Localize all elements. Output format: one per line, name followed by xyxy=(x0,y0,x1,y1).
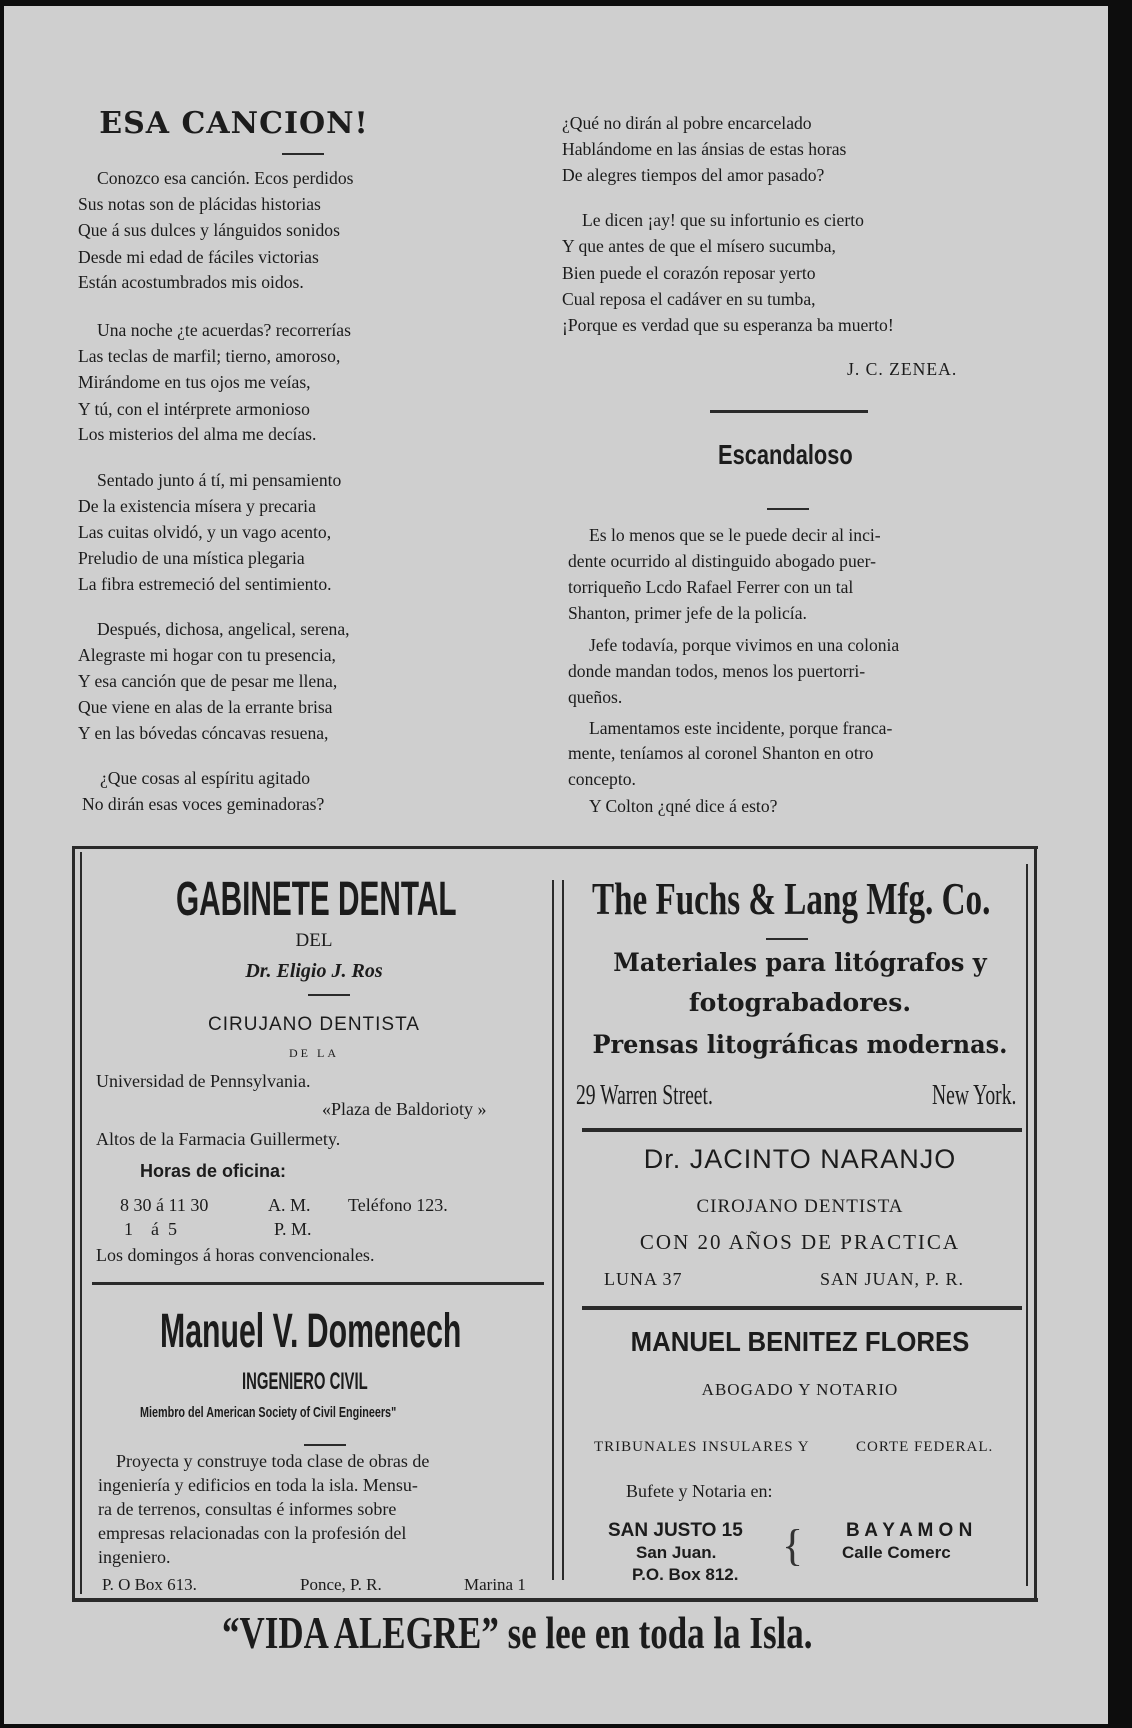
news-title: Escandaloso xyxy=(718,439,853,470)
benitez-ad-bayamon: B A Y A M O N xyxy=(846,1520,973,1541)
left-ads-divider xyxy=(92,1282,544,1285)
ads-left-border xyxy=(72,846,75,1600)
poem-line: ¿Que cosas al espíritu agitado xyxy=(100,768,311,788)
benitez-ad-bayamon-street: Calle Comerc xyxy=(842,1543,951,1562)
fuchs-ad-rule xyxy=(766,938,808,940)
ads-center-right-border xyxy=(562,880,564,1580)
fuchs-ad-address: 29 Warren Street. xyxy=(576,1080,713,1111)
dental-ad-university: Universidad de Pennsylvania. xyxy=(96,1071,311,1091)
naranjo-ad-city: SAN JUAN, P. R. xyxy=(820,1269,965,1289)
dental-ad-hours-am: A. M. xyxy=(268,1195,311,1215)
right-ads-divider-2 xyxy=(582,1306,1022,1310)
fuchs-ad-name: The Fuchs & Lang Mfg. Co. xyxy=(592,873,991,924)
naranjo-ad-name: Dr. JACINTO NARANJO xyxy=(643,1144,957,1174)
news-line: Lamentamos este incidente, porque franca- xyxy=(589,718,893,738)
ads-center-left-border xyxy=(552,880,554,1580)
fuchs-ad-line2: fotograbadores. xyxy=(688,988,912,1017)
dental-ad-rule xyxy=(308,994,350,996)
ads-top-border xyxy=(72,846,1038,849)
domenech-ad-box: P. O Box 613. xyxy=(102,1575,197,1594)
dental-ad-role: CIRUJANO DENTISTA xyxy=(208,1014,420,1035)
dental-ad-title: GABINETE DENTAL xyxy=(176,873,457,926)
poem-line: Que á sus dulces y lánguidos sonidos xyxy=(78,220,340,240)
domenech-ad-city: Ponce, P. R. xyxy=(300,1575,382,1594)
poem-line: Y que antes de que el mísero sucumba, xyxy=(562,236,836,256)
domenech-ad-body-line: ingeniería y edificios en toda la isla. Mensu- xyxy=(98,1475,418,1495)
poem-line: Los misterios del alma me decías. xyxy=(78,424,317,444)
poem-line: Le dicen ¡ay! que su infortunio es cierto xyxy=(582,210,864,230)
dental-ad-altos: Altos de la Farmacia Guillermety. xyxy=(96,1129,341,1149)
ads-bottom-border xyxy=(72,1598,1038,1602)
poem-title-rule xyxy=(282,153,324,155)
dental-ad-doctor-name: Dr. Eligio J. Ros xyxy=(245,960,383,982)
fuchs-ad-line3: Prensas litográficas modernas. xyxy=(592,1030,1008,1059)
poem-line: Preludio de una mística plegaria xyxy=(78,548,305,568)
dental-ad-del: DEL xyxy=(295,930,333,951)
dental-ad-plaza: «Plaza de Baldorioty » xyxy=(322,1099,487,1119)
footer-slogan: “VIDA ALEGRE” se lee en toda la Isla. xyxy=(222,1607,813,1658)
fuchs-ad-line1: Materiales para litógrafos y xyxy=(613,948,987,977)
poem-line: Y tú, con el intérprete armonioso xyxy=(78,399,310,419)
news-line: Jefe todavía, porque vivimos en una colonia xyxy=(589,635,900,655)
domenech-ad-body-line: Proyecta y construye toda clase de obras de xyxy=(116,1451,430,1471)
bracket-icon: { xyxy=(782,1521,804,1570)
poem-line: Alegraste mi hogar con tu presencia, xyxy=(78,645,336,665)
ads-right-border xyxy=(1034,846,1037,1600)
domenech-ad-street: Marina 1 xyxy=(464,1575,526,1594)
domenech-ad-body-line: ingeniero. xyxy=(98,1547,171,1567)
dental-ad-sundays: Los domingos á horas convencionales. xyxy=(96,1245,375,1265)
benitez-ad-office: Bufete y Notaria en: xyxy=(626,1481,773,1501)
dental-ad-phone: Teléfono 123. xyxy=(348,1195,448,1215)
news-line: Es lo menos que se le puede decir al inci- xyxy=(589,525,881,545)
benitez-ad-sanjuan-street: SAN JUSTO 15 xyxy=(608,1520,743,1541)
news-line: mente, teníamos al coronel Shanton en otro xyxy=(568,743,874,763)
poem-line: Mirándome en tus ojos me veías, xyxy=(78,372,311,392)
domenech-ad-name: Manuel V. Domenech xyxy=(160,1305,462,1358)
poem-line: Desde mi edad de fáciles victorias xyxy=(78,247,319,267)
poem-line: De alegres tiempos del amor pasado? xyxy=(562,165,825,185)
poem-line: Las cuitas olvidó, y un vago acento, xyxy=(78,522,332,542)
poem-line: Una noche ¿te acuerdas? recorrerías xyxy=(97,320,351,340)
news-line: donde mandan todos, menos los puertorri- xyxy=(568,661,866,681)
news-line: dente ocurrido al distinguido abogado puer- xyxy=(568,551,876,571)
news-line: queños. xyxy=(568,687,623,707)
poem-title: ESA CANCION! xyxy=(99,106,369,141)
benitez-ad-sanjuan-city: San Juan. xyxy=(636,1543,717,1562)
benitez-ad-role: ABOGADO Y NOTARIO xyxy=(701,1380,899,1399)
poem-line: La fibra estremeció del sentimiento. xyxy=(78,574,332,594)
section-divider xyxy=(710,410,868,413)
ads-right-inner-border xyxy=(1026,864,1028,1586)
newspaper-page xyxy=(4,6,1108,1724)
right-ads-divider-1 xyxy=(582,1128,1022,1132)
domenech-ad-body-line: empresas relacionadas con la profesión del xyxy=(98,1523,407,1543)
news-line: concepto. xyxy=(568,769,636,789)
naranjo-ad-street: LUNA 37 xyxy=(604,1269,683,1289)
news-title-rule xyxy=(767,508,809,510)
news-line: Y Colton ¿qné dice á esto? xyxy=(589,796,778,816)
dental-ad-hours-morning: 8 30 á 11 30 xyxy=(120,1195,209,1215)
domenech-ad-title: INGENIERO CIVIL xyxy=(242,1368,368,1395)
poem-line: Y en las bóvedas cóncavas resuena, xyxy=(78,723,329,743)
poem-line: ¿Qué no dirán al pobre encarcelado xyxy=(562,113,812,133)
poem-line: Conozco esa canción. Ecos perdidos xyxy=(97,168,354,188)
poem-author: J. C. ZENEA. xyxy=(847,359,958,379)
poem-line: Cual reposa el cadáver en su tumba, xyxy=(562,289,816,309)
poem-line: No dirán esas voces geminadoras? xyxy=(82,794,325,814)
dental-ad-hours-pm: P. M. xyxy=(274,1219,312,1239)
dental-ad-hours-label: Horas de oficina: xyxy=(140,1161,287,1181)
fuchs-ad-city: New York. xyxy=(932,1080,1017,1111)
poem-line: De la existencia mísera y precaria xyxy=(78,496,316,516)
poem-line: Sus notas son de plácidas historias xyxy=(78,194,321,214)
benitez-ad-courts-a: TRIBUNALES INSULARES Y xyxy=(594,1439,810,1455)
benitez-ad-sanjuan-box: P.O. Box 812. xyxy=(632,1565,739,1584)
news-line: Shanton, primer jefe de la policía. xyxy=(568,603,807,623)
poem-line: ¡Porque es verdad que su esperanza ba muerto! xyxy=(562,315,894,335)
dental-ad-de-la: DE LA xyxy=(289,1046,339,1060)
domenech-ad-body-line: ra de terrenos, consultas é informes sobre xyxy=(98,1499,397,1519)
naranjo-ad-experience: CON 20 AÑOS DE PRACTICA xyxy=(639,1230,961,1254)
naranjo-ad-role: CIROJANO DENTISTA xyxy=(696,1196,904,1217)
poem-line: Las teclas de marfil; tierno, amoroso, xyxy=(78,346,341,366)
dental-ad-hours-afternoon: 1 á 5 xyxy=(124,1219,177,1239)
poem-line: Están acostumbrados mis oidos. xyxy=(78,272,304,292)
benitez-ad-name: MANUEL BENITEZ FLORES xyxy=(630,1326,970,1357)
poem-line: Sentado junto á tí, mi pensamiento xyxy=(97,470,342,490)
poem-line: Hablándome en las ánsias de estas horas xyxy=(562,139,847,159)
poem-line: Bien puede el corazón reposar yerto xyxy=(562,263,816,283)
ads-left-inner-border xyxy=(80,852,82,1594)
poem-line: Y esa canción que de pesar me llena, xyxy=(78,671,338,691)
poem-line: Que viene en alas de la errante brisa xyxy=(78,697,333,717)
news-line: torriqueño Lcdo Rafael Ferrer con un tal xyxy=(568,577,854,597)
domenech-ad-rule xyxy=(304,1444,346,1446)
benitez-ad-courts-b: CORTE FEDERAL. xyxy=(856,1439,994,1455)
domenech-ad-member: Miembro del American Society of Civil Engineers" xyxy=(140,1404,397,1421)
poem-line: Después, dichosa, angelical, serena, xyxy=(97,619,350,639)
